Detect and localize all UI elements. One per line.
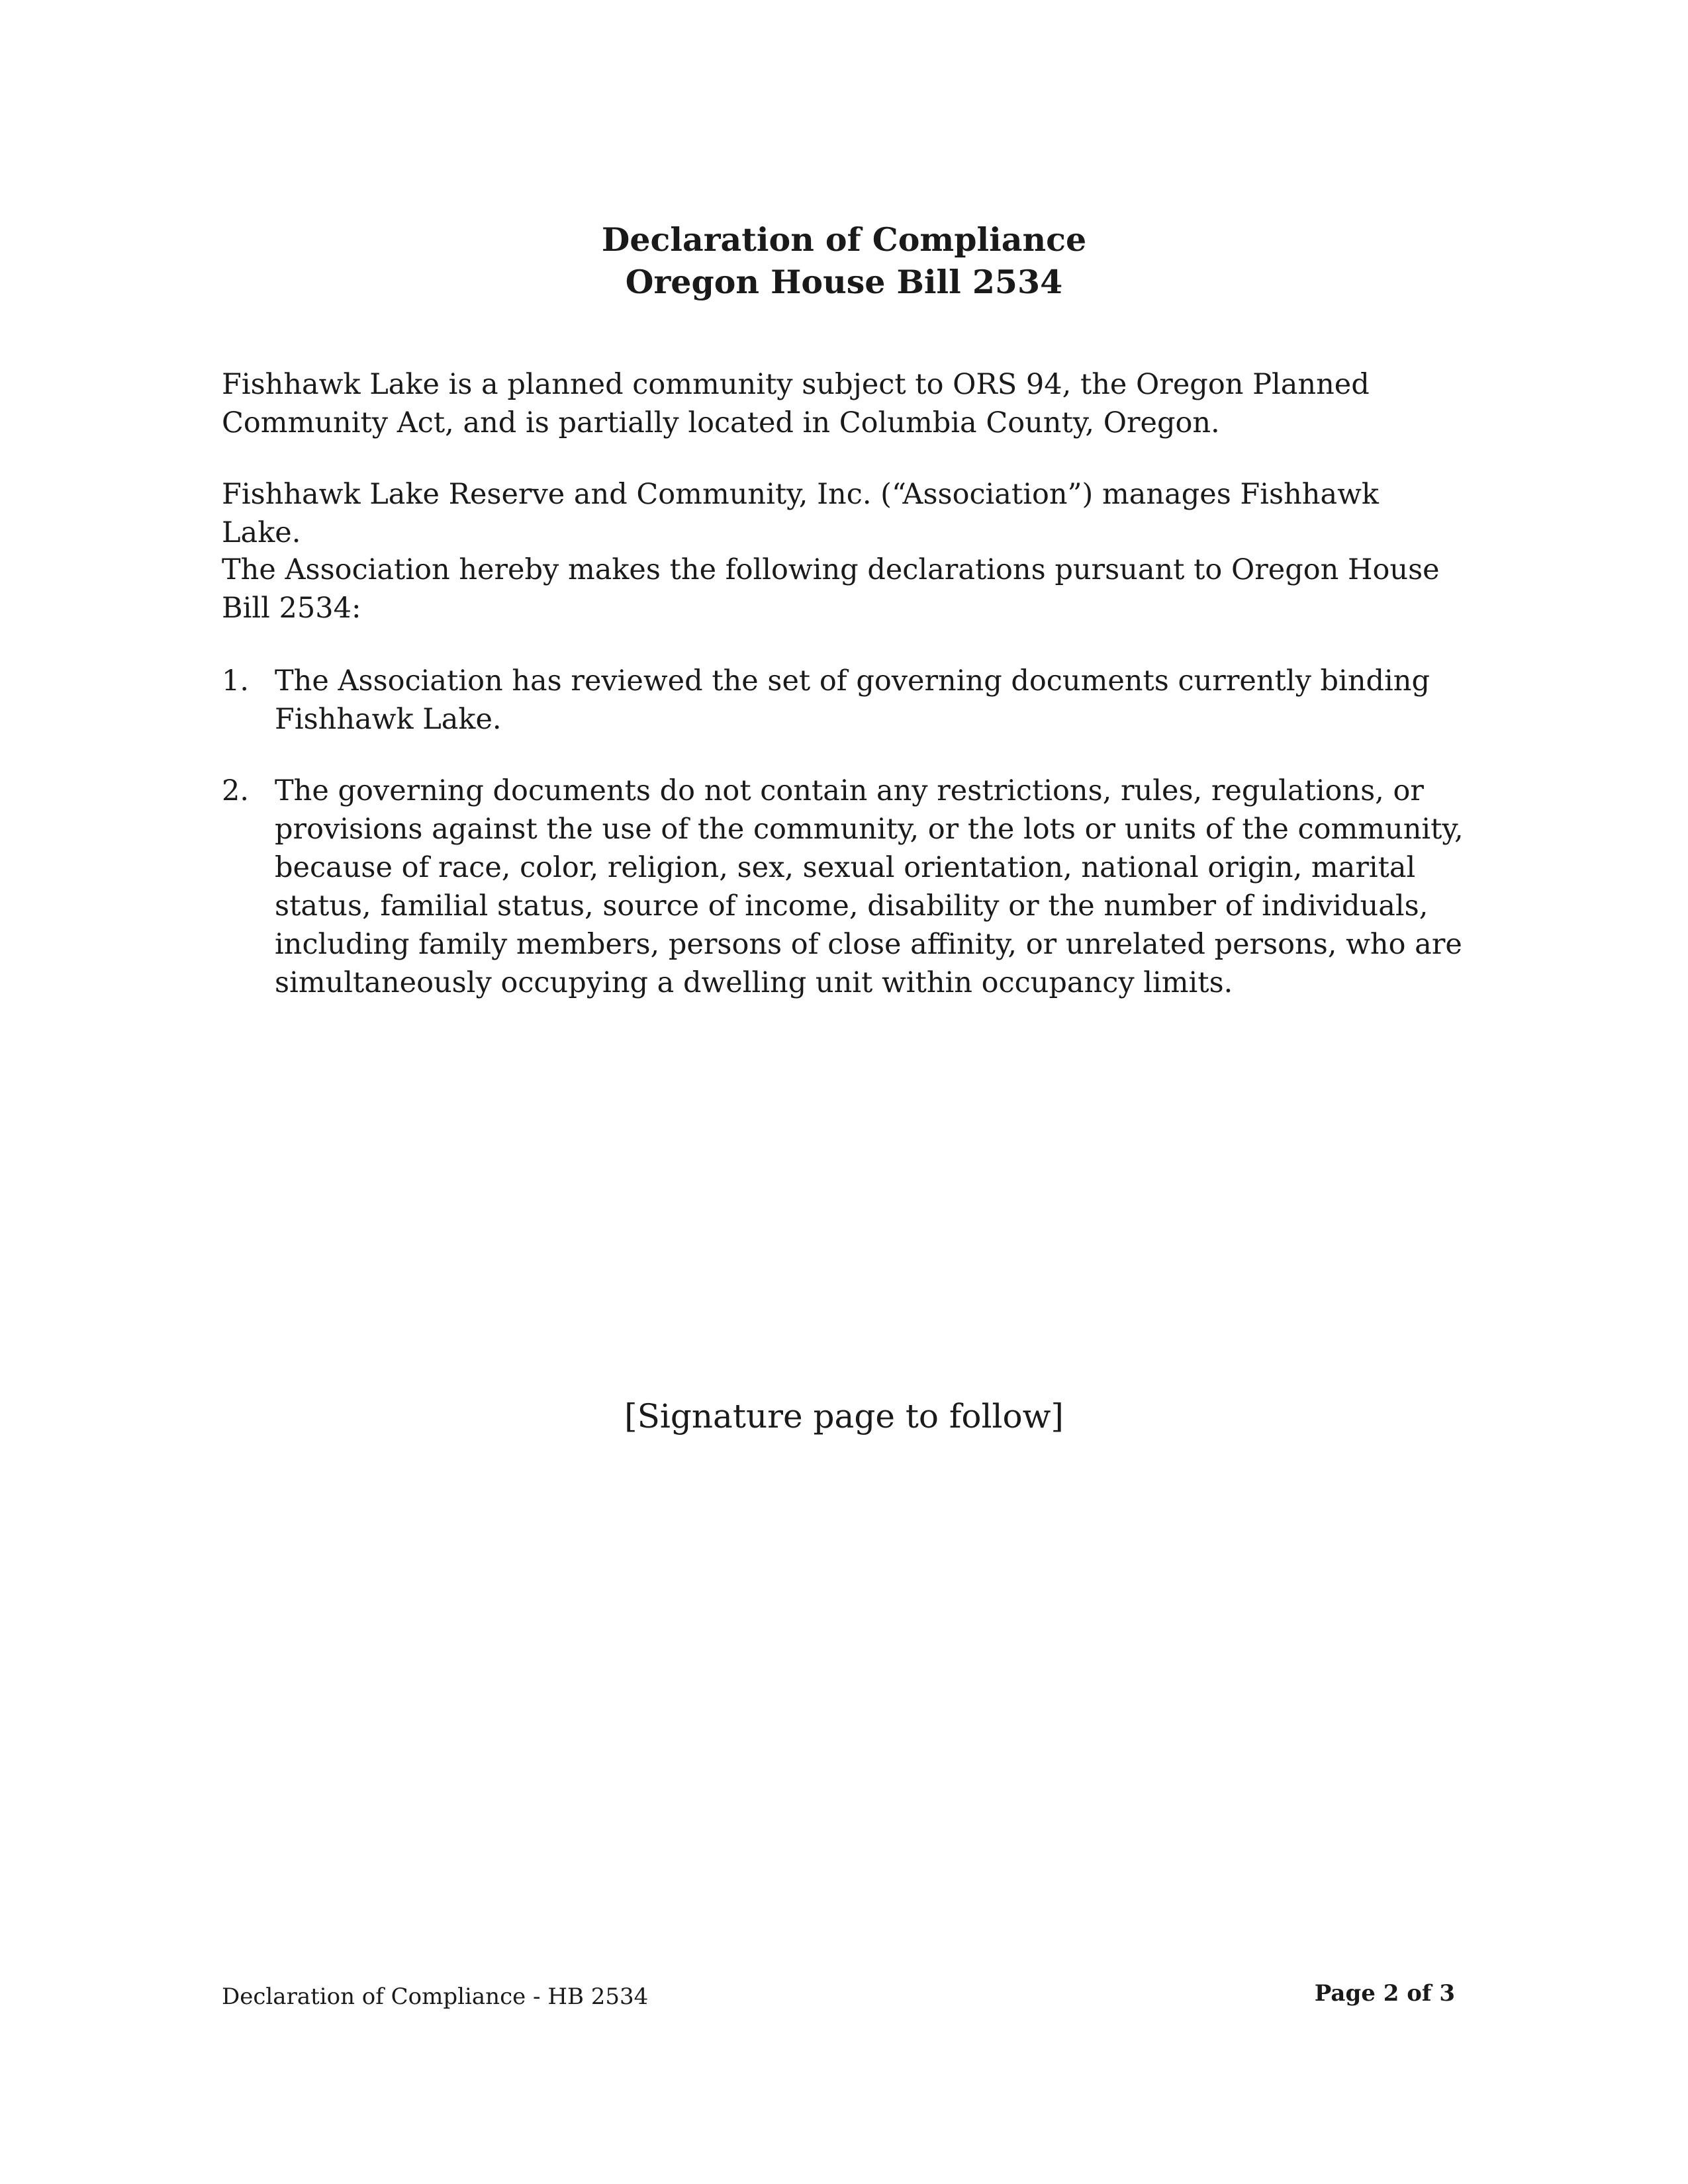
paragraph-declarations-intro: The Association hereby makes the following declarations pursuant to Oregon House Bill 2534:	[222, 553, 1440, 625]
list-item-text: The Association has reviewed the set of governing documents currently binding Fishhawk Lake.	[275, 664, 1430, 736]
title-line-1: Declaration of Compliance	[601, 220, 1087, 259]
document-title	[0, 218, 1688, 303]
footer-document-name: Declaration of Compliance - HB 2534	[222, 1983, 649, 2010]
list-item-text: The governing documents do not contain any restrictions, rules, regulations, or provisions against the use of the community, or the lots or units of the community, because of race, color, religion, sex, sexual orientation, national origin, marital status, familial status, source of income, disability or the number of individuals, including family members, persons of close affinity, or unrelated persons, who are simultaneously occupying a dwelling unit within occupancy limits.	[275, 774, 1464, 999]
signature-note: [Signature page to follow]	[624, 1397, 1064, 1435]
title-line-2: Oregon House Bill 2534	[625, 263, 1063, 301]
list-item	[222, 662, 1466, 739]
paragraph-community: Fishhawk Lake is a planned community subject to ORS 94, the Oregon Planned Community Act, and is partially located in Columbia County, Oregon.	[222, 368, 1370, 439]
footer-page-number: Page 2 of 3	[1314, 1980, 1455, 2007]
paragraph-association: Fishhawk Lake Reserve and Community, Inc. (“Association”) manages Fishhawk Lake.	[222, 478, 1379, 549]
list-item-number: 2.	[222, 774, 250, 807]
list-item	[222, 772, 1466, 1002]
list-item-number: 1.	[222, 664, 250, 698]
